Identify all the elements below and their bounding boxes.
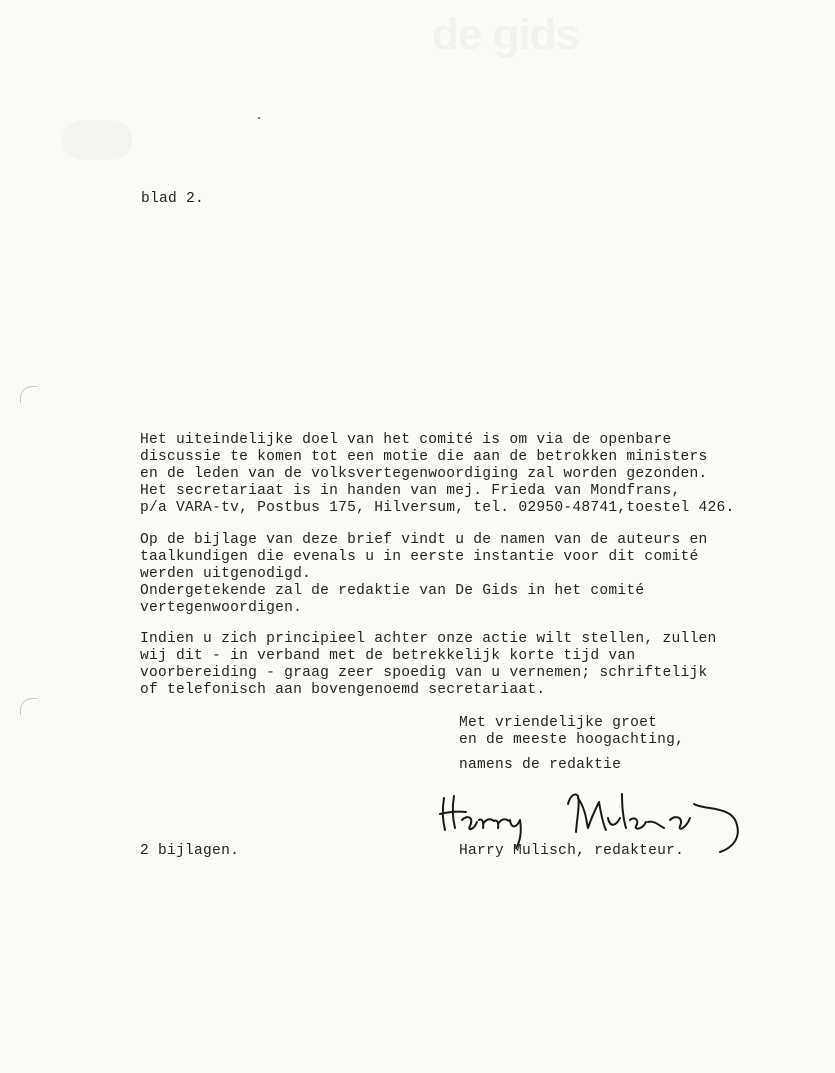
text-line: of telefonisch aan bovengenoemd secretariaat. xyxy=(140,682,546,698)
text-line: vertegenwoordigen. xyxy=(140,600,303,616)
signer-name: Harry Mulisch, redakteur. xyxy=(459,843,685,859)
text-line: p/a VARA-tv, Postbus 175, Hilversum, tel. 02950-48741,toestel 426. xyxy=(140,500,735,516)
letterhead-watermark: de gids xyxy=(432,10,580,59)
punch-hole-bottom xyxy=(20,698,37,715)
text-line: Indien u zich principieel achter onze actie wilt stellen, zullen xyxy=(140,631,717,647)
page-number: blad 2. xyxy=(141,191,205,207)
text-line: discussie te komen tot een motie die aan de betrokken ministers xyxy=(140,449,708,465)
text-line: Ondergetekende zal de redaktie van De Gids in het comité xyxy=(140,583,645,599)
text-line: en de leden van de volksvertegenwoordiging zal worden gezonden. xyxy=(140,466,708,482)
text-line: taalkundigen die evenals u in eerste instantie voor dit comité xyxy=(140,549,699,565)
text-line: voorbereiding - graag zeer spoedig van u vernemen; schriftelijk xyxy=(140,665,708,681)
speck xyxy=(258,117,260,119)
text-line: werden uitgenodigd. xyxy=(140,566,312,582)
enclosures-note: 2 bijlagen. xyxy=(140,843,240,859)
closing-on-behalf: namens de redaktie xyxy=(459,757,622,773)
text-line: Op de bijlage van deze brief vindt u de namen van de auteurs en xyxy=(140,532,708,548)
punch-hole-top xyxy=(20,386,37,403)
closing-respect: en de meeste hoogachting, xyxy=(459,732,685,748)
faded-mark xyxy=(62,120,132,160)
text-line: wij dit - in verband met de betrekkelijk korte tijd van xyxy=(140,648,636,664)
text-line: Het secretariaat is in handen van mej. Frieda van Mondfrans, xyxy=(140,483,681,499)
closing-greeting: Met vriendelijke groet xyxy=(459,715,658,731)
text-line: Het uiteindelijke doel van het comité is om via de openbare xyxy=(140,432,672,448)
